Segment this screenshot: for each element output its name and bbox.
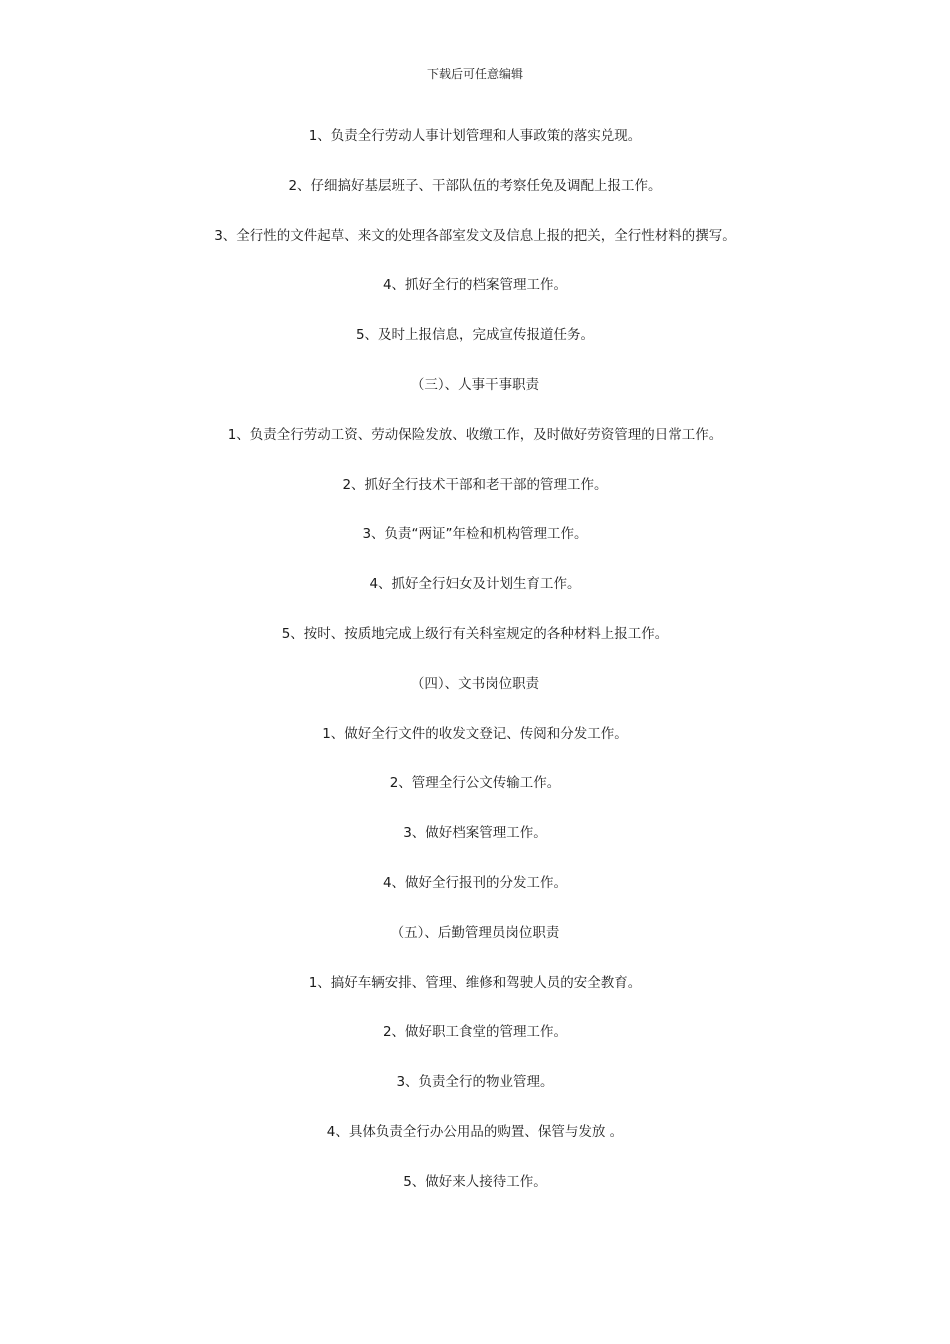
paragraph-line: 1、负责全行劳动人事计划管理和人事政策的落实兑现。 [308, 128, 642, 144]
paragraph-line: 5、做好来人接待工作。 [403, 1173, 547, 1190]
paragraph-line: 4、做好全行报刊的分发工作。 [382, 874, 568, 891]
paragraph-line: 4、具体负责全行办公用品的购置、保管与发放 。 [326, 1123, 624, 1140]
paragraph-line: 1、负责全行劳动工资、劳动保险发放、收缴工作，及时做好劳资管理的日常工作。 [227, 426, 723, 443]
paragraph-line: 5、按时、按质地完成上级行有关科室规定的各种材料上报工作。 [281, 625, 669, 642]
header-note: 下载后可任意编辑 [426, 67, 523, 81]
paragraph-line: 2、做好职工食堂的管理工作。 [382, 1024, 568, 1041]
paragraph-line: 2、仔细搞好基层班子、干部队伍的考察任免及调配上报工作。 [288, 177, 662, 194]
paragraph-line: 3、负责全行的物业管理。 [396, 1074, 554, 1091]
paragraph-line: 4、抓好全行的档案管理工作。 [382, 277, 568, 294]
paragraph-line: 3、负责“两证”年检和机构管理工作。 [362, 526, 588, 543]
paragraph-line: 1、做好全行文件的收发文登记、传阅和分发工作。 [322, 725, 628, 742]
paragraph-line: 3、做好档案管理工作。 [403, 825, 547, 842]
paragraph-line: 1、搞好车辆安排、管理、维修和驾驶人员的安全教育。 [308, 974, 642, 991]
paragraph-line: 4、抓好全行妇女及计划生育工作。 [369, 576, 581, 593]
paragraph-line: 5、及时上报信息，完成宣传报道任务。 [355, 327, 595, 344]
paragraph-line: 2、抓好全行技术干部和老干部的管理工作。 [342, 476, 608, 493]
document-body [0, 126, 950, 1222]
paragraph-line: 3、全行性的文件起草、来文的处理各部室发文及信息上报的把关，全行性材料的撰写。 [214, 227, 736, 244]
section-heading: （三）、人事干事职责 [410, 376, 540, 393]
section-heading: （五）、后勤管理员岗位职责 [390, 924, 560, 941]
section-heading: （四）、文书岗位职责 [410, 675, 540, 692]
paragraph-line: 2、管理全行公文传输工作。 [389, 775, 561, 792]
